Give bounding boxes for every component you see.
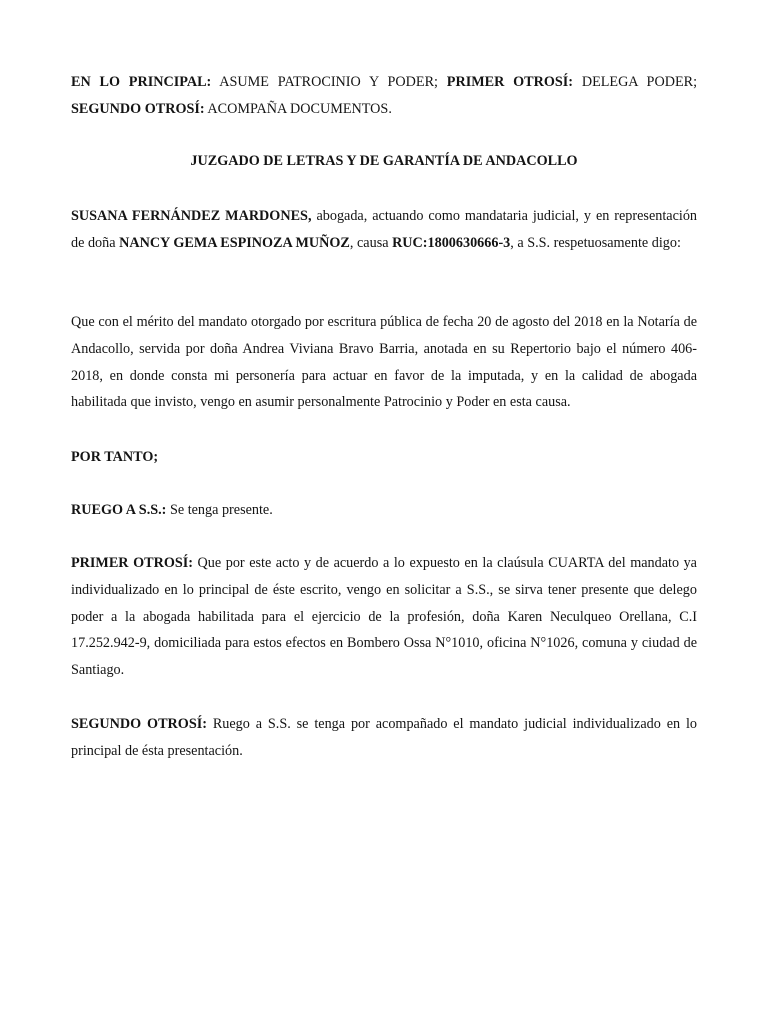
segundo-otrosi-label: SEGUNDO OTROSÍ: <box>71 716 207 732</box>
summary-block <box>71 69 697 123</box>
primer-otrosi-label: PRIMER OTROSÍ: <box>71 555 193 571</box>
intro-text-3: , a S.S. respetuosamente digo: <box>510 234 681 251</box>
por-tanto-label: POR TANTO; <box>71 449 159 465</box>
ruego-text: Se tenga presente. <box>166 502 273 518</box>
ruego-label: RUEGO A S.S.: <box>71 502 167 518</box>
ruc-number: RUC:1800630666-3 <box>392 234 511 251</box>
segundo-label: SEGUNDO OTROSÍ: <box>71 100 205 117</box>
court-heading: JUZGADO DE LETRAS Y DE GARANTÍA DE ANDACOLLO <box>190 153 578 169</box>
client-name: NANCY GEMA ESPINOZA MUÑOZ <box>119 234 350 251</box>
intro-paragraph <box>71 203 697 257</box>
primer-label: PRIMER OTROSÍ: <box>446 74 574 90</box>
body-paragraph: Que con el mérito del mandato otorgado por escritura pública de fecha 20 de agosto del 2018 en la Notaría de Andacollo, servida por doña Andrea Viviana Bravo Barria, anotada en su Repertorio bajo el número 406-2018, en donde consta mi personería para actuar en favor de la imputada, y en la calidad de abogada habilitada que invisto, vengo en asumir personalmente Patrocinio y Poder en esta causa. <box>71 314 697 411</box>
por-tanto <box>71 444 697 471</box>
primer-otrosi-text: Que por este acto y de acuerdo a lo expuesto en la claúsula CUARTA del mandato ya individualizado en lo principal de éste escrito, vengo en solicitar a S.S., se sirva tener presente que delego poder a la abogada habilitada para el ejercicio de la profesión, doña Karen Neculqueo Orellana, C.I 17.252.942-9, domiciliada para estos efectos en Bombero Ossa N°1010, oficina N°1026, comuna y ciudad de Santiago. <box>71 555 697 679</box>
primer-otrosi-paragraph <box>71 550 697 684</box>
principal-label: EN LO PRINCIPAL: <box>71 74 212 90</box>
intro-text-1: abogada, actuando como mandataria judicial, y en representación de doña <box>71 208 698 251</box>
segundo-otrosi-text: Ruego a S.S. se tenga por acompañado el mandato judicial individualizado en lo principal de ésta presentación. <box>71 716 697 759</box>
intro-text-2: , causa <box>349 234 393 251</box>
attorney-name: SUSANA FERNÁNDEZ MARDONES, <box>71 208 312 224</box>
primer-text: DELEGA PODER; <box>573 74 698 90</box>
segundo-text: ACOMPAÑA DOCUMENTOS. <box>204 100 392 117</box>
principal-text: ASUME PATROCINIO Y PODER; <box>211 74 447 90</box>
ruego-paragraph <box>71 497 697 524</box>
segundo-otrosi-paragraph <box>71 711 697 765</box>
